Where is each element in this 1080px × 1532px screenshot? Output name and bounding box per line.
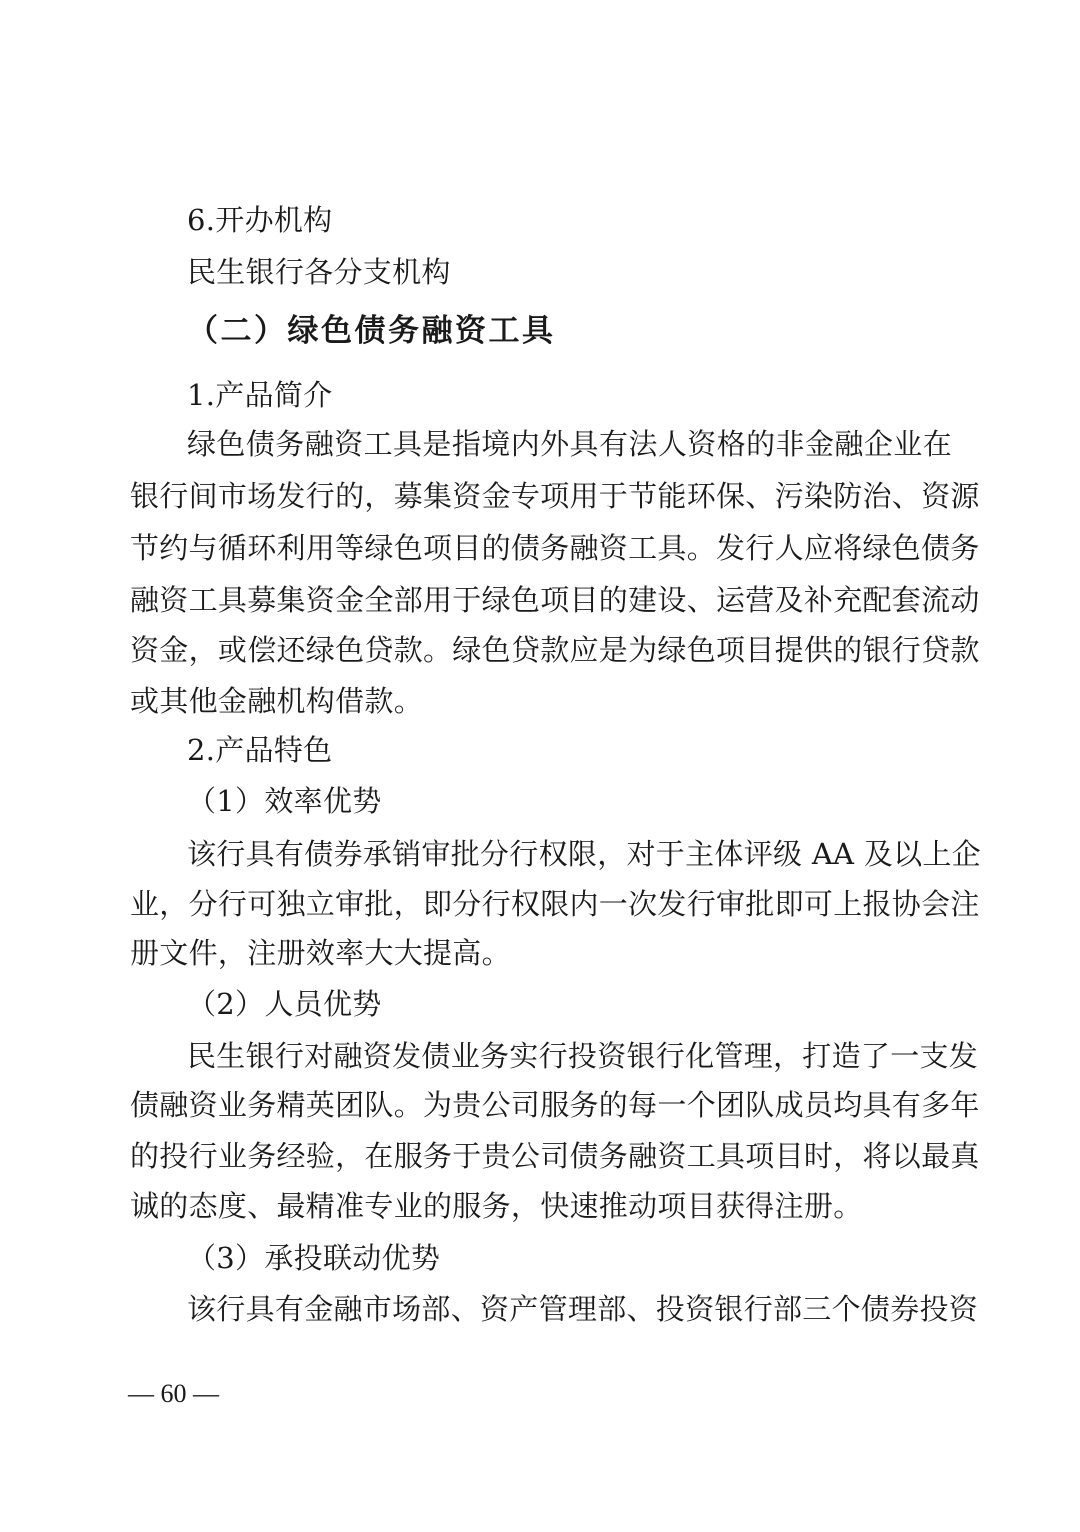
intro-title: 1.产品简介 xyxy=(187,378,333,412)
paragraph-line: 绿色债务融资工具是指境内外具有法人资格的非金融企业在 xyxy=(187,427,952,461)
section-6-body: 民生银行各分支机构 xyxy=(187,255,451,289)
page-number: — 60 — xyxy=(128,1379,219,1408)
feature-3-title: （3）承投联动优势 xyxy=(187,1241,441,1275)
paragraph-line: 业，分行可独立审批，即分行权限内一次发行审批即可上报协会注 xyxy=(130,887,980,921)
paragraph-line: 诚的态度、最精准专业的服务，快速推动项目获得注册。 xyxy=(130,1189,863,1223)
feature-1-title: （1）效率优势 xyxy=(187,784,382,818)
paragraph-line: 节约与循环利用等绿色项目的债务融资工具。发行人应将绿色债务 xyxy=(130,531,980,565)
feature-2-title: （2）人员优势 xyxy=(187,987,382,1021)
paragraph-line: 银行间市场发行的，募集资金专项用于节能环保、污染防治、资源 xyxy=(130,479,980,513)
section-6-title: 6.开办机构 xyxy=(187,203,333,237)
section-heading: （二）绿色债务融资工具 xyxy=(187,313,556,349)
paragraph-line: 该行具有金融市场部、资产管理部、投资银行部三个债券投资 xyxy=(187,1292,979,1326)
paragraph-line: 债融资业务精英团队。为贵公司服务的每一个团队成员均具有多年 xyxy=(130,1088,980,1122)
paragraph-line: 或其他金融机构借款。 xyxy=(130,684,424,718)
paragraph-line: 融资工具募集资金全部用于绿色项目的建设、运营及补充配套流动 xyxy=(130,583,980,617)
paragraph-line: 册文件，注册效率大大提高。 xyxy=(130,936,511,970)
features-title: 2.产品特色 xyxy=(187,733,333,767)
paragraph-line: 的投行业务经验，在服务于贵公司债务融资工具项目时，将以最真 xyxy=(130,1139,980,1173)
paragraph-line: 资金，或偿还绿色贷款。绿色贷款应是为绿色项目提供的银行贷款 xyxy=(130,633,980,667)
paragraph-line: 民生银行对融资发债业务实行投资银行化管理，打造了一支发 xyxy=(187,1039,979,1073)
paragraph-line: 该行具有债券承销审批分行权限，对于主体评级 AA 及以上企 xyxy=(187,837,982,871)
